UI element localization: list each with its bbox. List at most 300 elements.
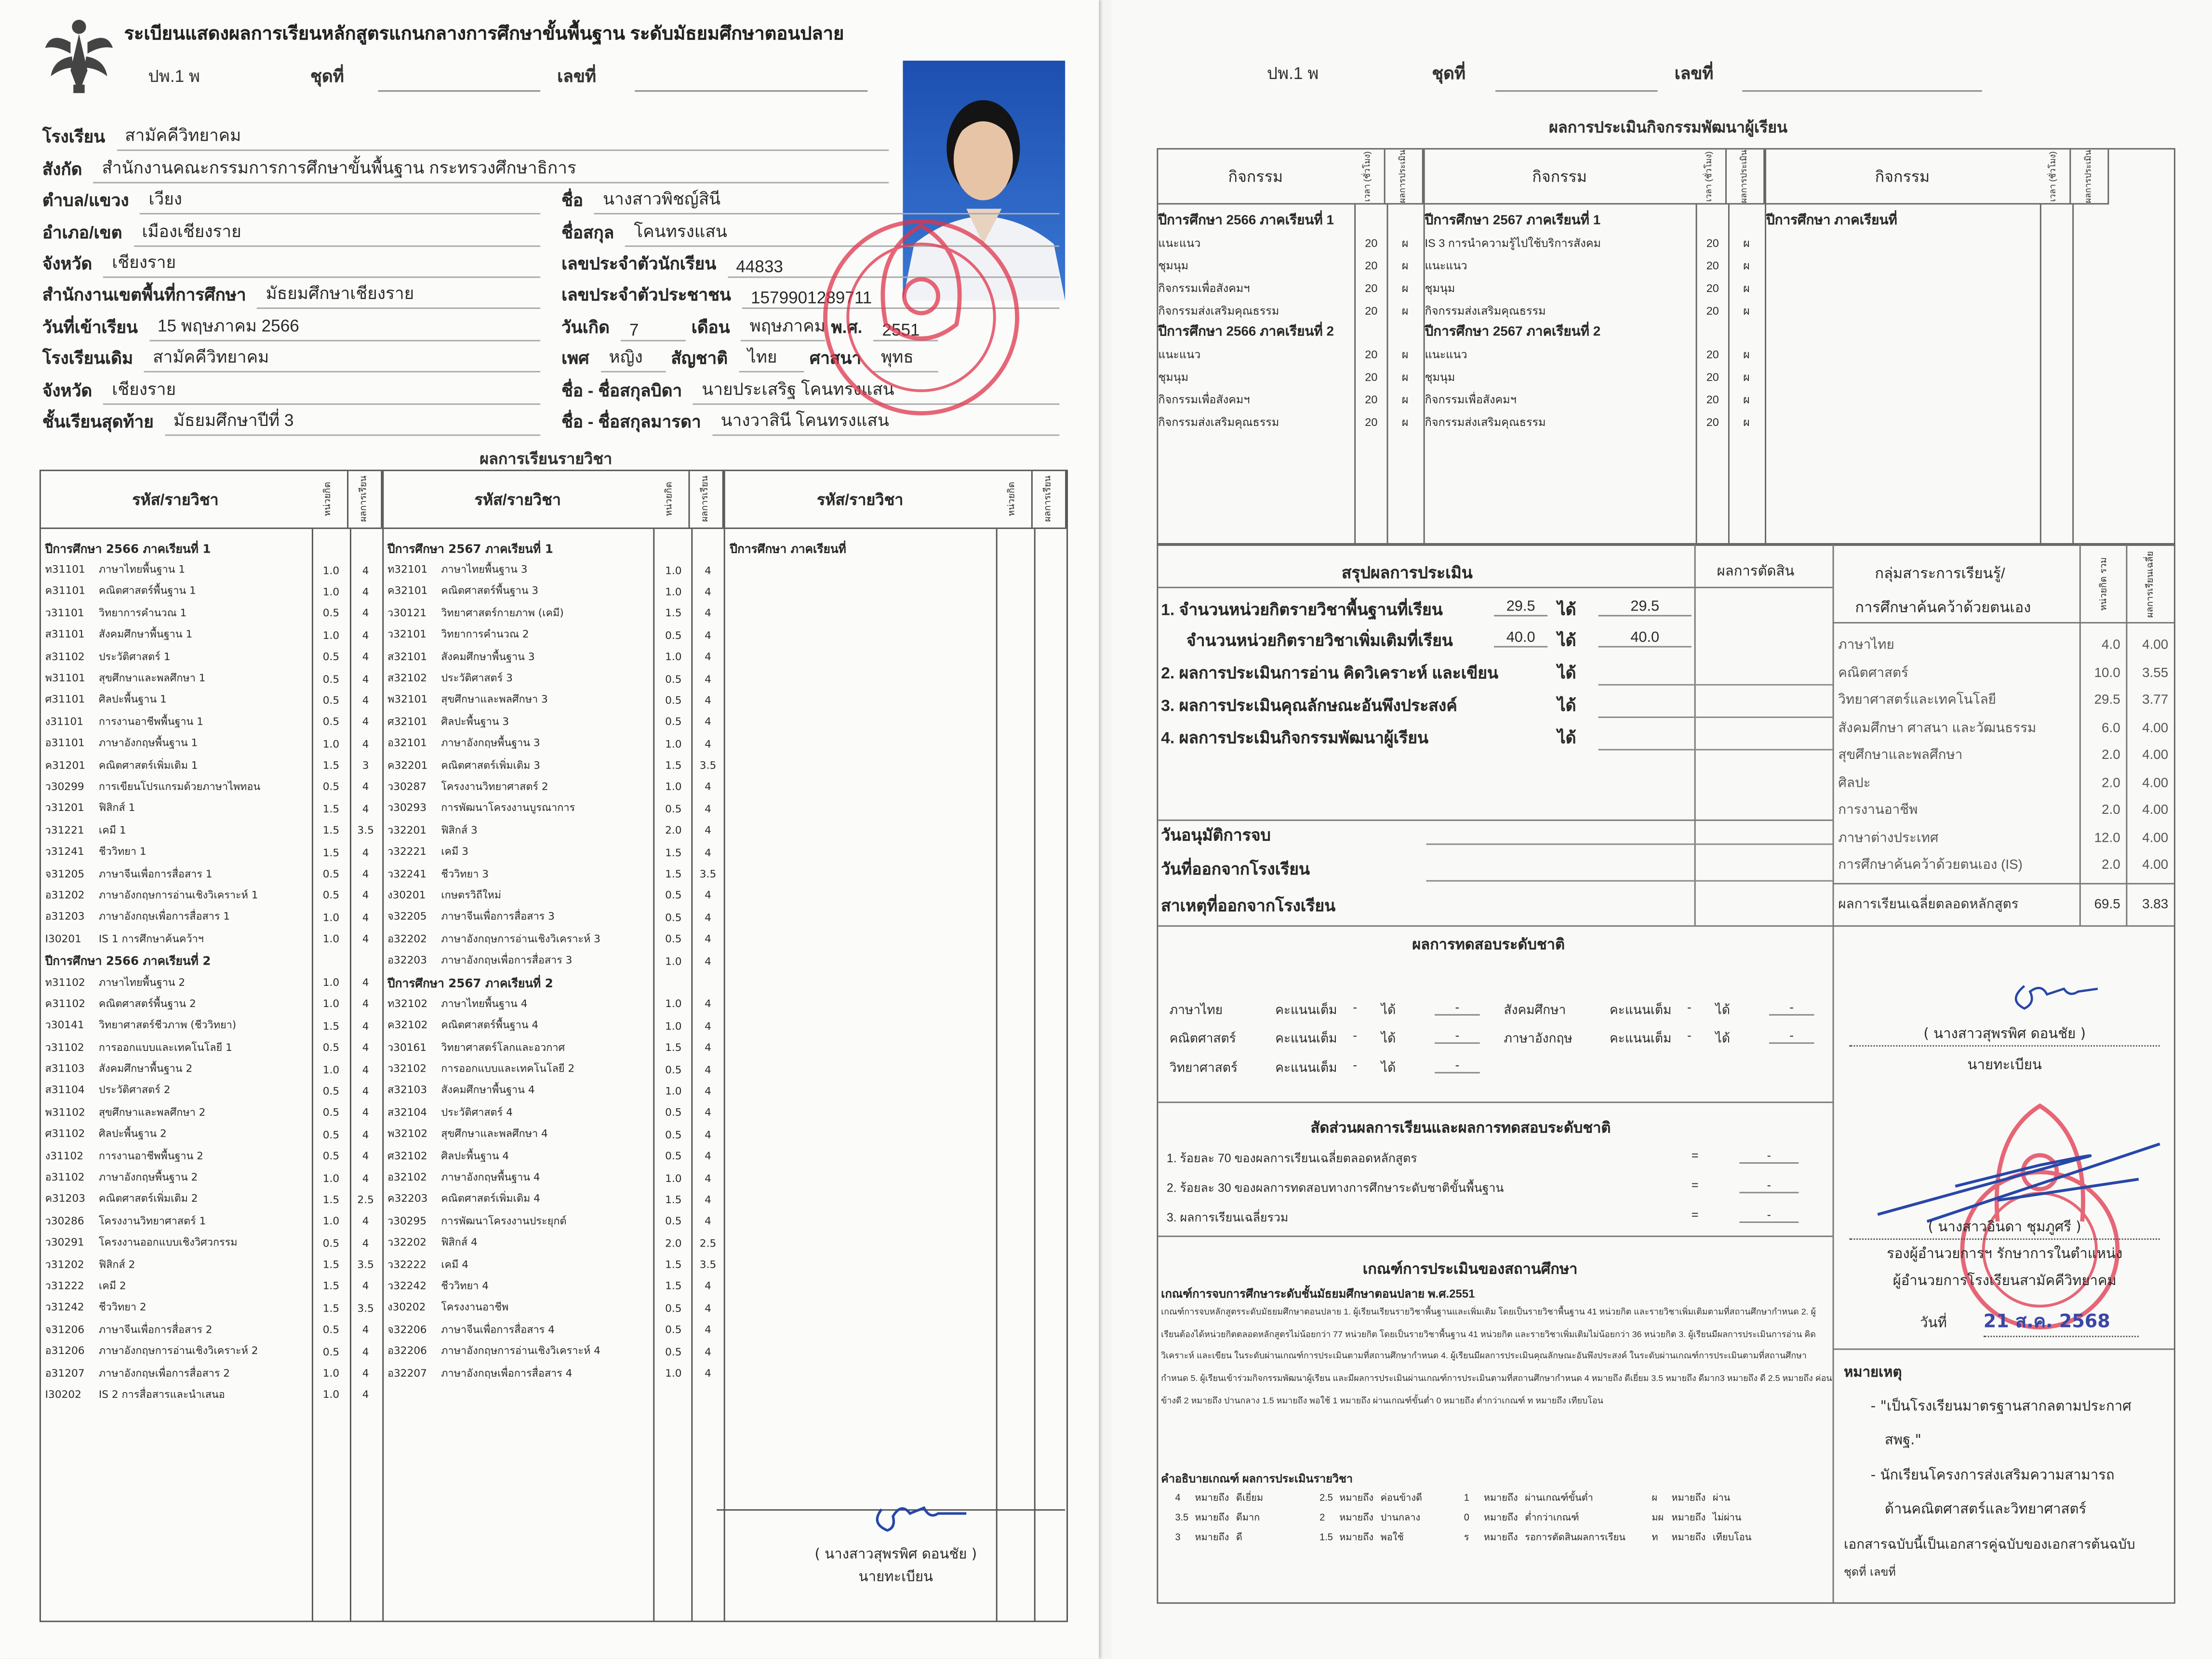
overall-gpa-row — [1833, 891, 2174, 919]
course-credit: 1.0 — [665, 997, 682, 1011]
course-credit: 0.5 — [322, 867, 340, 880]
activities-title: ผลการประเมินกิจกรรมพัฒนาผู้เรียน — [1549, 119, 1788, 137]
course-credit: 1.0 — [665, 781, 682, 794]
course-name: ภาษาอังกฤษเพื่อการสื่อสาร 1 — [98, 910, 230, 923]
summary-item-label: 3. ผลการประเมินคุณลักษณะอันพึงประสงค์ — [1161, 698, 1457, 716]
course-credit: 1.0 — [322, 997, 340, 1011]
info-label: ชั้นเรียนสุดท้าย — [42, 411, 154, 432]
activity-hours: 20 — [1365, 348, 1378, 361]
learning-area-gpa: 4.00 — [2142, 858, 2169, 874]
course-grade: 4 — [362, 628, 369, 642]
learning-area-gpa: 4.00 — [2142, 720, 2169, 736]
course-grade: 4 — [705, 1280, 711, 1293]
course-row — [383, 1145, 724, 1167]
learning-area-row — [1833, 687, 2174, 715]
learning-area-name: การงานอาชีพ — [1838, 803, 1918, 819]
course-name: คณิตศาสตร์พื้นฐาน 2 — [98, 997, 196, 1010]
course-row — [41, 1319, 382, 1340]
ratio-value: - — [1739, 1178, 1799, 1193]
grades-column — [383, 471, 725, 1621]
learning-area-credits: 29.5 — [2094, 693, 2120, 709]
course-code: ศ32102 — [387, 1149, 427, 1162]
result-field — [1599, 749, 1833, 750]
learning-area-gpa: 3.55 — [2142, 665, 2169, 681]
course-credit: 1.0 — [665, 1084, 682, 1098]
credit-header: หน่วยกิต — [652, 471, 690, 528]
course-row — [383, 1080, 724, 1102]
summary-title: สรุปผลการประเมิน — [1341, 565, 1473, 583]
legend-item — [1319, 1529, 1464, 1544]
activity-hours: 20 — [1706, 281, 1719, 295]
course-credit: 0.5 — [665, 802, 682, 815]
activities-body — [1425, 204, 1765, 544]
transcript-back-page — [1112, 0, 2212, 1659]
legend-item — [1319, 1489, 1464, 1505]
course-grade: 4 — [705, 1345, 711, 1358]
grade-rows — [383, 529, 724, 1621]
course-code: จ32206 — [387, 1323, 427, 1336]
learning-area-gpa: 3.77 — [2142, 693, 2169, 709]
info-left — [42, 186, 540, 215]
course-code: ว31242 — [45, 1301, 84, 1314]
course-grade: 4 — [362, 781, 369, 794]
course-row — [41, 1254, 382, 1275]
course-grade: 4 — [362, 1128, 369, 1141]
activity-row — [1425, 299, 1765, 321]
course-row — [383, 1037, 724, 1059]
legend-item — [1319, 1509, 1464, 1525]
criteria-paragraph: เกณฑ์การจบหลักสูตรระดับมัธยมศึกษาตอนปลาย 1. ผู้เรียนเรียนรายวิชาพื้นฐานและเพิ่มเติม โดยเป็นรายวิชาพื้นฐาน 41 หน่วยกิต และรายวิชาเพิ่มเติมตามที่สถานศึกษากำหนด 2. ผู้เรียนต้องได้หน่วยกิตตลอดหลักสูตรไม่น้อยกว่า 77 หน่วยกิต โดยเป็นรายวิชาพื้นฐาน 41 หน่วยกิต และรายวิชาเพิ่มเติมไม่น้อยกว่า 36 หน่วยกิต 3. ผู้เรียนมีผลการประเมินการอ่าน คิดวิเคราะห์ และเขียน ในระดับผ่านเกณฑ์การประเมินตามที่สถานศึกษากำหนด 4. ผู้เรียนมีผลการประเมินคุณลักษณะอันพึงประสงค์ ในระดับผ่านเกณฑ์การประเมินตามที่สถานศึกษากำหนด 5. ผู้เรียนเข้าร่วมกิจกรรมพัฒนาผู้เรียน และมีผลการประเมินผ่านเกณฑ์การประเมินตามที่สถานศึกษากำหนด 4 หมายถึง ดีเยี่ยม 3.5 หมายถึง ดีมาก3 หมายถึง ดี 2.5 หมายถึง ค่อนข้างดี 2 หมายถึง ปานกลาง 1.5 หมายถึง พอใช้ 1 หมายถึง ผ่านเกณฑ์ขั้นต่ำ 0 หมายถึง ต่ำกว่าเกณฑ์ ท หมายถึง เทียบโอน — [1161, 1307, 1832, 1406]
course-row — [383, 885, 724, 906]
legend-value: ต่ำกว่าเกณฑ์ — [1525, 1513, 1579, 1524]
grades-table — [40, 470, 1068, 1622]
course-grade: 4 — [705, 781, 711, 794]
course-row — [41, 581, 382, 602]
activity-result: ผ — [1401, 237, 1409, 250]
course-name: ชีววิทยา 2 — [98, 1301, 147, 1314]
course-grade: 4 — [705, 997, 711, 1011]
course-credit: 1.0 — [665, 737, 682, 750]
course-credit: 1.0 — [665, 585, 682, 598]
course-name: สังคมศึกษาพื้นฐาน 1 — [98, 628, 193, 641]
course-credit: 1.0 — [665, 1171, 682, 1184]
course-grade: 3.5 — [699, 1258, 717, 1271]
course-grade: 4 — [705, 1150, 711, 1163]
legend-item — [1175, 1509, 1319, 1525]
course-code: ว30121 — [387, 606, 427, 619]
activity-result: ผ — [1401, 393, 1409, 406]
course-grade: 3.5 — [357, 1301, 374, 1314]
activity-hours: 20 — [1365, 281, 1378, 295]
course-credit: 0.5 — [665, 694, 682, 707]
course-grade: 4 — [705, 694, 711, 707]
activity-row — [1425, 388, 1765, 411]
course-code: ว30295 — [387, 1214, 427, 1227]
activity-result: ผ — [1401, 281, 1409, 295]
legend-key: 3 — [1175, 1533, 1181, 1543]
course-code: อ31203 — [45, 910, 85, 923]
course-code: ว32241 — [387, 866, 427, 880]
course-code: ว30161 — [387, 1040, 427, 1053]
course-row — [41, 1059, 382, 1080]
course-grade: 4 — [362, 846, 369, 859]
registrar-signature — [867, 1488, 980, 1537]
legend-value: เทียบโอน — [1712, 1533, 1752, 1543]
activity-hours: 20 — [1365, 415, 1378, 428]
info-left — [42, 218, 540, 246]
course-grade: 4 — [705, 1084, 711, 1098]
learning-area-credits: 2.0 — [2102, 748, 2120, 764]
course-row — [383, 1340, 724, 1362]
activity-row — [1158, 388, 1423, 411]
course-credit: 1.5 — [322, 1258, 340, 1271]
course-credit: 1.0 — [665, 954, 682, 967]
test-score: - — [1769, 1000, 1814, 1015]
course-row — [41, 798, 382, 820]
course-name: ประวัติศาสตร์ 2 — [98, 1084, 171, 1097]
activity-name: ชุมนุม — [1425, 281, 1455, 295]
course-name: โครงงานอาชีพ — [441, 1301, 509, 1314]
course-name: ภาษาอังกฤษพื้นฐาน 3 — [441, 736, 540, 749]
course-row — [41, 1015, 382, 1036]
info-label: ชื่อสกุล — [561, 222, 614, 242]
course-code: อ31207 — [45, 1366, 85, 1379]
learning-area-gpa: 4.00 — [2142, 830, 2169, 846]
course-grade: 4 — [362, 694, 369, 707]
course-credit: 1.5 — [665, 1193, 682, 1206]
course-row — [383, 733, 724, 755]
legend-key: 2 — [1319, 1513, 1325, 1524]
course-code: พ32101 — [387, 693, 428, 706]
course-row — [41, 711, 382, 733]
leave-reason-label: สาเหตุที่ออกจากโรงเรียน — [1161, 898, 1336, 916]
course-code: ว32202 — [387, 1235, 427, 1249]
summary-item-label: 2. ผลการประเมินการอ่าน คิดวิเคราะห์ และเขียน — [1161, 665, 1499, 683]
legend-value: ดีเยี่ยม — [1236, 1494, 1264, 1504]
course-credit: 1.0 — [322, 1367, 340, 1380]
course-row — [383, 776, 724, 798]
course-grade: 4 — [362, 1215, 369, 1228]
term-heading: ปีการศึกษา 2566 ภาคเรียนที่ 1 — [1158, 213, 1334, 229]
course-row — [383, 1232, 724, 1254]
course-name: วิทยาศาสตร์ชีวภาพ (ชีววิทยา) — [98, 1019, 237, 1032]
overall-credits: 69.5 — [2094, 897, 2120, 913]
activity-rows — [1425, 204, 1765, 433]
course-row — [383, 602, 724, 624]
copy-footer: ชุดที่ เลขที่ — [1843, 1566, 1896, 1579]
course-name: ชีววิทยา 1 — [98, 845, 147, 858]
course-credit: 1.5 — [665, 759, 682, 772]
got-label: ได้ — [1557, 698, 1576, 716]
course-grade: 4 — [705, 1301, 711, 1314]
course-code: อ32207 — [387, 1366, 427, 1379]
result-field — [1599, 717, 1833, 718]
course-grade: 4 — [705, 672, 711, 685]
course-credit: 1.5 — [665, 1041, 682, 1054]
course-code: ว31221 — [45, 823, 84, 836]
course-grade: 4 — [705, 824, 711, 837]
course-grade: 4 — [362, 1062, 369, 1076]
learning-area-credits: 4.0 — [2102, 637, 2120, 654]
legend-value: รอการตัดสินผลการเรียน — [1525, 1533, 1626, 1543]
national-test-title: ผลการทดสอบระดับชาติ — [1412, 936, 1565, 954]
course-row — [383, 755, 724, 776]
activity-result: ผ — [1743, 371, 1750, 384]
course-grade: 2.5 — [699, 1236, 717, 1249]
legend-key: มผ — [1652, 1513, 1664, 1524]
form-code: ปพ.1 พ — [148, 66, 200, 86]
course-name: การเขียนโปรแกรมด้วยภาษาไพทอน — [98, 780, 261, 793]
activity-hours: 20 — [1365, 304, 1378, 317]
date-value: 21 ส.ค. 2568 — [1984, 1306, 2139, 1337]
course-name: ภาษาจีนเพื่อการสื่อสาร 4 — [441, 1323, 555, 1336]
info-label: โรงเรียน — [42, 127, 106, 147]
course-name: ภาษาอังกฤษเพื่อการสื่อสาร 2 — [98, 1366, 230, 1379]
school-seal-stamp — [815, 198, 1027, 423]
course-code: ว32221 — [387, 845, 427, 858]
activity-hours: 20 — [1706, 393, 1719, 406]
got-label: ได้ — [1557, 633, 1576, 650]
course-credit: 1.0 — [322, 1171, 340, 1184]
legend-value: ปานกลาง — [1380, 1513, 1421, 1524]
remark-1: - "เป็นโรงเรียนมาตรฐานสากลตามประกาศ — [1870, 1399, 2132, 1415]
credit-header: หน่วยกิต รวม — [2097, 557, 2109, 611]
info-value: 7 — [621, 320, 686, 341]
course-grade: 4 — [705, 1193, 711, 1206]
course-grade: 4 — [362, 607, 369, 620]
grade-legend — [1175, 1489, 1782, 1544]
course-row — [41, 602, 382, 624]
course-name: ฟิสิกส์ 3 — [441, 823, 478, 836]
course-name: ประวัติศาสตร์ 4 — [441, 1105, 513, 1118]
learning-area-row — [1833, 824, 2174, 852]
activity-name: ชุมนุม — [1158, 259, 1189, 272]
overall-gpa-label: ผลการเรียนเฉลี่ยตลอดหลักสูตร — [1838, 897, 2019, 913]
course-grade: 4 — [362, 1345, 369, 1358]
course-grade: 4 — [705, 1367, 711, 1380]
remark-4: ด้านคณิตศาสตร์และวิทยาศาสตร์ — [1884, 1502, 2087, 1518]
grade-header: ผลการเรียน — [1033, 471, 1066, 528]
legend-means: หมายถึง — [1339, 1533, 1373, 1543]
legend-means: หมายถึง — [1483, 1494, 1518, 1504]
legend-value: ดี — [1236, 1533, 1242, 1543]
activity-hours: 20 — [1706, 304, 1719, 317]
course-row — [41, 885, 382, 906]
legend-item — [1175, 1489, 1319, 1505]
registrar-name: ( นางสาวสุพรพิศ ดอนชัย ) — [814, 1547, 977, 1563]
legend-means: หมายถึง — [1339, 1494, 1373, 1504]
course-credit: 0.5 — [665, 1215, 682, 1228]
course-code: ว31201 — [45, 801, 84, 815]
course-credit: 0.5 — [665, 628, 682, 642]
course-row — [383, 798, 724, 820]
course-name: คณิตศาสตร์พื้นฐาน 3 — [441, 584, 539, 597]
legend-means: หมายถึง — [1483, 1533, 1518, 1543]
course-row — [383, 1167, 724, 1189]
info-value: สามัคคีวิทยาคม — [145, 345, 541, 373]
course-row — [383, 624, 724, 646]
course-credit: 0.5 — [322, 1084, 340, 1098]
info-label: สำนักงานเขตพื้นที่การศึกษา — [42, 285, 246, 305]
info-value: สามัคคีวิทยาคม — [117, 123, 889, 152]
legend-key: ผ — [1652, 1494, 1658, 1504]
got-label: ได้ — [1557, 730, 1576, 748]
info-value: พุทธ — [873, 345, 938, 373]
full-score: - — [1687, 1000, 1692, 1014]
course-credit: 1.5 — [322, 824, 340, 837]
legend-means: หมายถึง — [1339, 1513, 1373, 1524]
course-code: อ32206 — [387, 1344, 427, 1357]
learning-area-credits: 2.0 — [2102, 803, 2120, 819]
grades-header — [383, 471, 724, 529]
course-grade: 4 — [362, 1280, 369, 1293]
test-subject: คณิตศาสตร์ — [1169, 1031, 1236, 1046]
info-label: ชื่อ — [561, 190, 584, 211]
course-credit: 1.5 — [322, 1019, 340, 1033]
full-score: - — [1353, 1058, 1358, 1072]
course-name: การพัฒนาโครงงานบูรณาการ — [441, 801, 575, 815]
legend-key: ท — [1652, 1533, 1658, 1543]
course-name: วิทยาการคำนวณ 2 — [441, 628, 529, 641]
grades-title: ผลการเรียนรายวิชา — [480, 451, 613, 468]
legend-item — [1464, 1509, 1652, 1525]
course-code: I30201 — [45, 932, 81, 945]
activities-body — [1158, 204, 1423, 544]
hours-header: เวลา (ชั่วโมง) — [2039, 149, 2071, 203]
course-code: ง30201 — [387, 889, 426, 902]
equals-sign: = — [1691, 1178, 1699, 1192]
course-credit: 1.5 — [665, 1280, 682, 1293]
activity-name: ชุมนุม — [1158, 371, 1189, 384]
info-value: มัธยมศึกษาเชียงราย — [257, 281, 540, 310]
course-row — [41, 776, 382, 798]
course-grade: 4 — [705, 607, 711, 620]
activity-row — [1158, 299, 1423, 321]
course-grade: 4 — [705, 1019, 711, 1033]
info-label: วันที่เข้าเรียน — [42, 317, 138, 337]
course-row — [383, 1015, 724, 1036]
course-credit: 0.5 — [322, 781, 340, 794]
legend-means: หมายถึง — [1195, 1513, 1229, 1524]
director-name: ( นางสาวอินดา ชุมภูศรี ) — [1850, 1217, 2160, 1240]
course-credit: 1.0 — [665, 563, 682, 577]
course-row — [383, 928, 724, 950]
activity-name: กิจกรรมเพื่อสังคมฯ — [1158, 393, 1250, 406]
course-code: พ32102 — [387, 1127, 428, 1140]
legend-key: 1 — [1464, 1494, 1469, 1504]
grades-header — [41, 471, 382, 529]
course-credit: 1.0 — [322, 1215, 340, 1228]
course-credit: 0.5 — [322, 1106, 340, 1119]
activity-name: ชุมนุม — [1425, 371, 1455, 384]
info-field — [561, 314, 686, 341]
course-code: อ31206 — [45, 1344, 85, 1357]
course-row — [383, 1059, 724, 1080]
activities-body — [1766, 204, 2109, 544]
info-label: พ.ศ. — [831, 317, 863, 337]
activity-header: กิจกรรม — [1532, 169, 1587, 186]
course-credit: 1.5 — [322, 846, 340, 859]
course-code: ว31101 — [45, 606, 84, 619]
course-grade: 4 — [362, 889, 369, 902]
test-score: - — [1769, 1028, 1814, 1044]
course-row — [41, 559, 382, 581]
course-code: ว31241 — [45, 845, 84, 858]
course-name: เคมี 2 — [98, 1279, 126, 1292]
course-name: IS 1 การศึกษาค้นคว้าฯ — [98, 932, 204, 945]
course-row — [383, 1254, 724, 1275]
course-grade: 4 — [705, 1215, 711, 1228]
course-credit: 1.5 — [322, 1280, 340, 1293]
course-grade: 4 — [705, 954, 711, 967]
course-credit: 0.5 — [665, 1106, 682, 1119]
learning-area-name: สังคมศึกษา ศาสนา และวัฒนธรรม — [1838, 720, 2037, 736]
test-subject: ภาษาไทย — [1169, 1003, 1223, 1017]
got-label: ได้ — [1381, 1003, 1396, 1017]
course-grade: 4 — [362, 1323, 369, 1336]
activity-header: กิจกรรม — [1875, 169, 1930, 186]
course-row — [383, 1210, 724, 1232]
hours-header: เวลา (ชั่วโมง) — [1694, 149, 1727, 203]
course-credit: 1.0 — [322, 976, 340, 989]
ratio-value: - — [1739, 1148, 1799, 1164]
course-credit: 2.0 — [665, 824, 682, 837]
activity-name: แนะแนว — [1425, 348, 1467, 361]
course-name: โครงงานวิทยาศาสตร์ 2 — [441, 780, 548, 793]
learning-area-name: ภาษาต่างประเทศ — [1838, 830, 1939, 846]
course-name: ภาษาอังกฤษพื้นฐาน 2 — [98, 1170, 198, 1184]
info-row — [42, 120, 889, 152]
info-label: จังหวัด — [42, 253, 93, 274]
course-name: คณิตศาสตร์เพิ่มเติม 4 — [441, 1192, 540, 1206]
course-code: ศ31101 — [45, 693, 85, 706]
number-label: เลขที่ — [557, 66, 597, 86]
course-code: ว31202 — [45, 1257, 84, 1271]
course-code: ค32101 — [387, 584, 428, 597]
info-value: มัธยมศึกษาปีที่ 3 — [165, 408, 540, 436]
course-credit: 0.5 — [665, 1323, 682, 1336]
subject-header: รหัส/รายวิชา — [816, 492, 904, 509]
full-score: - — [1353, 1000, 1358, 1014]
course-name: ภาษาไทยพื้นฐาน 2 — [98, 975, 186, 988]
course-credit: 1.0 — [322, 932, 340, 945]
registrar-signature — [2005, 975, 2104, 1017]
learning-area-name: สุขศึกษาและพลศึกษา — [1838, 748, 1963, 764]
course-code: ง31101 — [45, 715, 84, 728]
course-row — [41, 1102, 382, 1124]
term-heading: ปีการศึกษา 2566 ภาคเรียนที่ 1 — [45, 541, 211, 556]
activities-header — [1766, 149, 2109, 204]
course-grade: 4 — [362, 1041, 369, 1054]
activities-column — [1766, 149, 2109, 544]
learning-areas-title-2: การศึกษาค้นคว้าด้วยตนเอง — [1855, 599, 2031, 617]
legend-value: ค่อนข้างดี — [1380, 1494, 1422, 1504]
document-title: ระเบียนแสดงผลการเรียนหลักสูตรแกนกลางการศึกษาขั้นพื้นฐาน ระดับมัธยมศึกษาตอนปลาย — [124, 22, 844, 44]
course-grade: 4 — [362, 563, 369, 577]
course-grade: 4 — [362, 1019, 369, 1033]
course-code: ว31102 — [45, 1040, 84, 1053]
course-row — [41, 1384, 382, 1406]
info-label: เดือน — [691, 317, 730, 337]
legend-key: 3.5 — [1175, 1513, 1189, 1524]
course-row — [383, 993, 724, 1015]
course-name: ฟิสิกส์ 4 — [441, 1235, 478, 1249]
course-row — [383, 690, 724, 711]
learning-area-gpa: 4.00 — [2142, 775, 2169, 791]
legend-means: หมายถึง — [1195, 1494, 1229, 1504]
registrar-title: นายทะเบียน — [858, 1570, 933, 1586]
course-grade: 4 — [705, 716, 711, 729]
